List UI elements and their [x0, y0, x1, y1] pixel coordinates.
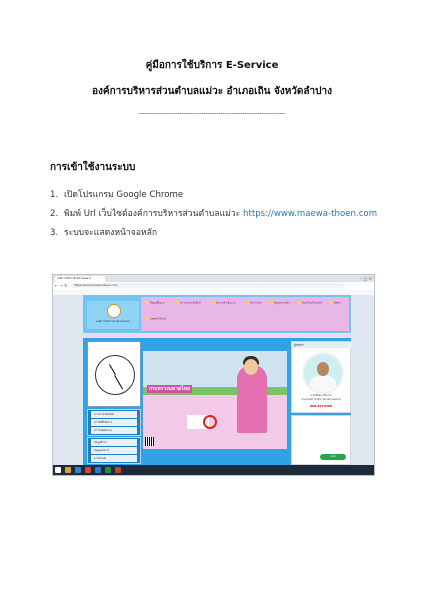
box-heading: ผู้บริหาร [292, 342, 352, 348]
excel-icon[interactable] [105, 467, 111, 473]
step-number: 2. [50, 209, 59, 219]
executive-photo [302, 352, 344, 394]
banner-title: กระทรวงมหาดไทย [149, 386, 191, 392]
seal-icon [107, 304, 121, 318]
step-number: 1. [50, 190, 59, 200]
logo-text: องค์การบริหารส่วนตำบลแม่วะ [96, 320, 130, 323]
menu-item[interactable]: ข้อมูลพื้นฐาน [145, 301, 165, 306]
list-item[interactable]: ข่าวจัดซื้อจัดจ้าง [91, 419, 137, 426]
chat-button[interactable]: แชท [320, 454, 346, 460]
powerpoint-icon[interactable] [115, 467, 121, 473]
menu-item[interactable]: ร้องเรียน/ร้องทุกข์ [297, 301, 322, 306]
list-item[interactable]: ข้อมูลบุคลากร [91, 447, 137, 454]
website-page [83, 295, 351, 465]
document-title: คู่มือการใช้บริการ E-Service [145, 60, 279, 71]
nav-arrows-icon[interactable]: ← → ↻ [55, 283, 68, 288]
banner-warning [157, 397, 225, 411]
clock-widget [87, 341, 141, 407]
right-column [291, 341, 349, 463]
url-field[interactable]: https://www.maewa-thoen.com [71, 283, 344, 288]
news-ticker [83, 333, 351, 338]
step-text: เปิดโปรแกรม Google Chrome [64, 190, 184, 200]
site-menu [141, 297, 349, 331]
website-link[interactable]: https://www.maewa-thoen.com [243, 209, 378, 219]
person-image [237, 365, 267, 433]
executive-phone: 098-8173380 [309, 404, 333, 408]
divider-line: -------------------------------------------------------------------- [138, 110, 286, 117]
section-heading: การเข้าใช้งานระบบ [50, 162, 136, 173]
browser-tab-bar [53, 275, 374, 282]
site-header [83, 295, 351, 333]
executive-name: นายชัยพล กลีบงาม นายกองค์การบริหารส่วนตำบลแม่วะ [300, 394, 342, 401]
browser-tab[interactable]: องค์การบริหารส่วนตำบลแม่วะ [55, 276, 105, 282]
step-2 [50, 205, 390, 224]
chrome-icon[interactable] [85, 467, 91, 473]
center-column [143, 341, 287, 463]
clock-icon [95, 355, 135, 395]
steps-list [50, 186, 390, 243]
menu-item[interactable]: กิจการสภา [245, 301, 262, 306]
step-1 [50, 186, 390, 205]
website-screenshot [52, 274, 375, 476]
window-controls-icon[interactable]: – □ × [360, 276, 372, 281]
step-number: 3. [50, 228, 59, 238]
info-links [87, 437, 141, 464]
step-text: พิมพ์ Url เว็บไซต์องค์การบริหารส่วนตำบลแม่วะ [64, 209, 244, 219]
menu-item[interactable]: ข่าวประชาสัมพันธ์ [175, 301, 201, 306]
news-links [87, 409, 141, 436]
menu-item[interactable]: ติดต่อ [329, 301, 341, 306]
menu-item[interactable]: ผลการดำเนินงาน [211, 301, 236, 306]
start-icon[interactable] [55, 467, 61, 473]
folder-icon[interactable] [65, 467, 71, 473]
site-logo[interactable] [87, 301, 139, 329]
executive-box [291, 341, 351, 413]
step-text: ระบบจะแสดงหน้าจอหลัก [64, 228, 158, 238]
qr-code-icon [145, 437, 154, 446]
menu-item[interactable]: ข้อมูลการคลัง [269, 301, 290, 306]
left-column [87, 341, 139, 463]
windows-taskbar [53, 465, 374, 475]
list-item[interactable]: ข้อมูลทั่วไป [91, 439, 137, 446]
ministry-banner[interactable] [143, 351, 287, 449]
secondary-box [291, 415, 351, 465]
list-item[interactable]: ข่าวประชาสัมพันธ์ [91, 411, 137, 418]
list-item[interactable]: ข่าวรับสมัครงาน [91, 427, 137, 434]
edge-icon[interactable] [75, 467, 81, 473]
organization-title: องค์การบริหารส่วนตำบลแม่วะ อำเภอเถิน จังหวัดลำปาง [91, 86, 333, 97]
no-sign-icon [203, 415, 217, 429]
step-3 [50, 224, 390, 243]
menu-item[interactable]: ทดสอบไฮไลท์ [145, 317, 166, 322]
list-item[interactable]: ดาวน์โหลด [91, 455, 137, 462]
word-icon[interactable] [95, 467, 101, 473]
